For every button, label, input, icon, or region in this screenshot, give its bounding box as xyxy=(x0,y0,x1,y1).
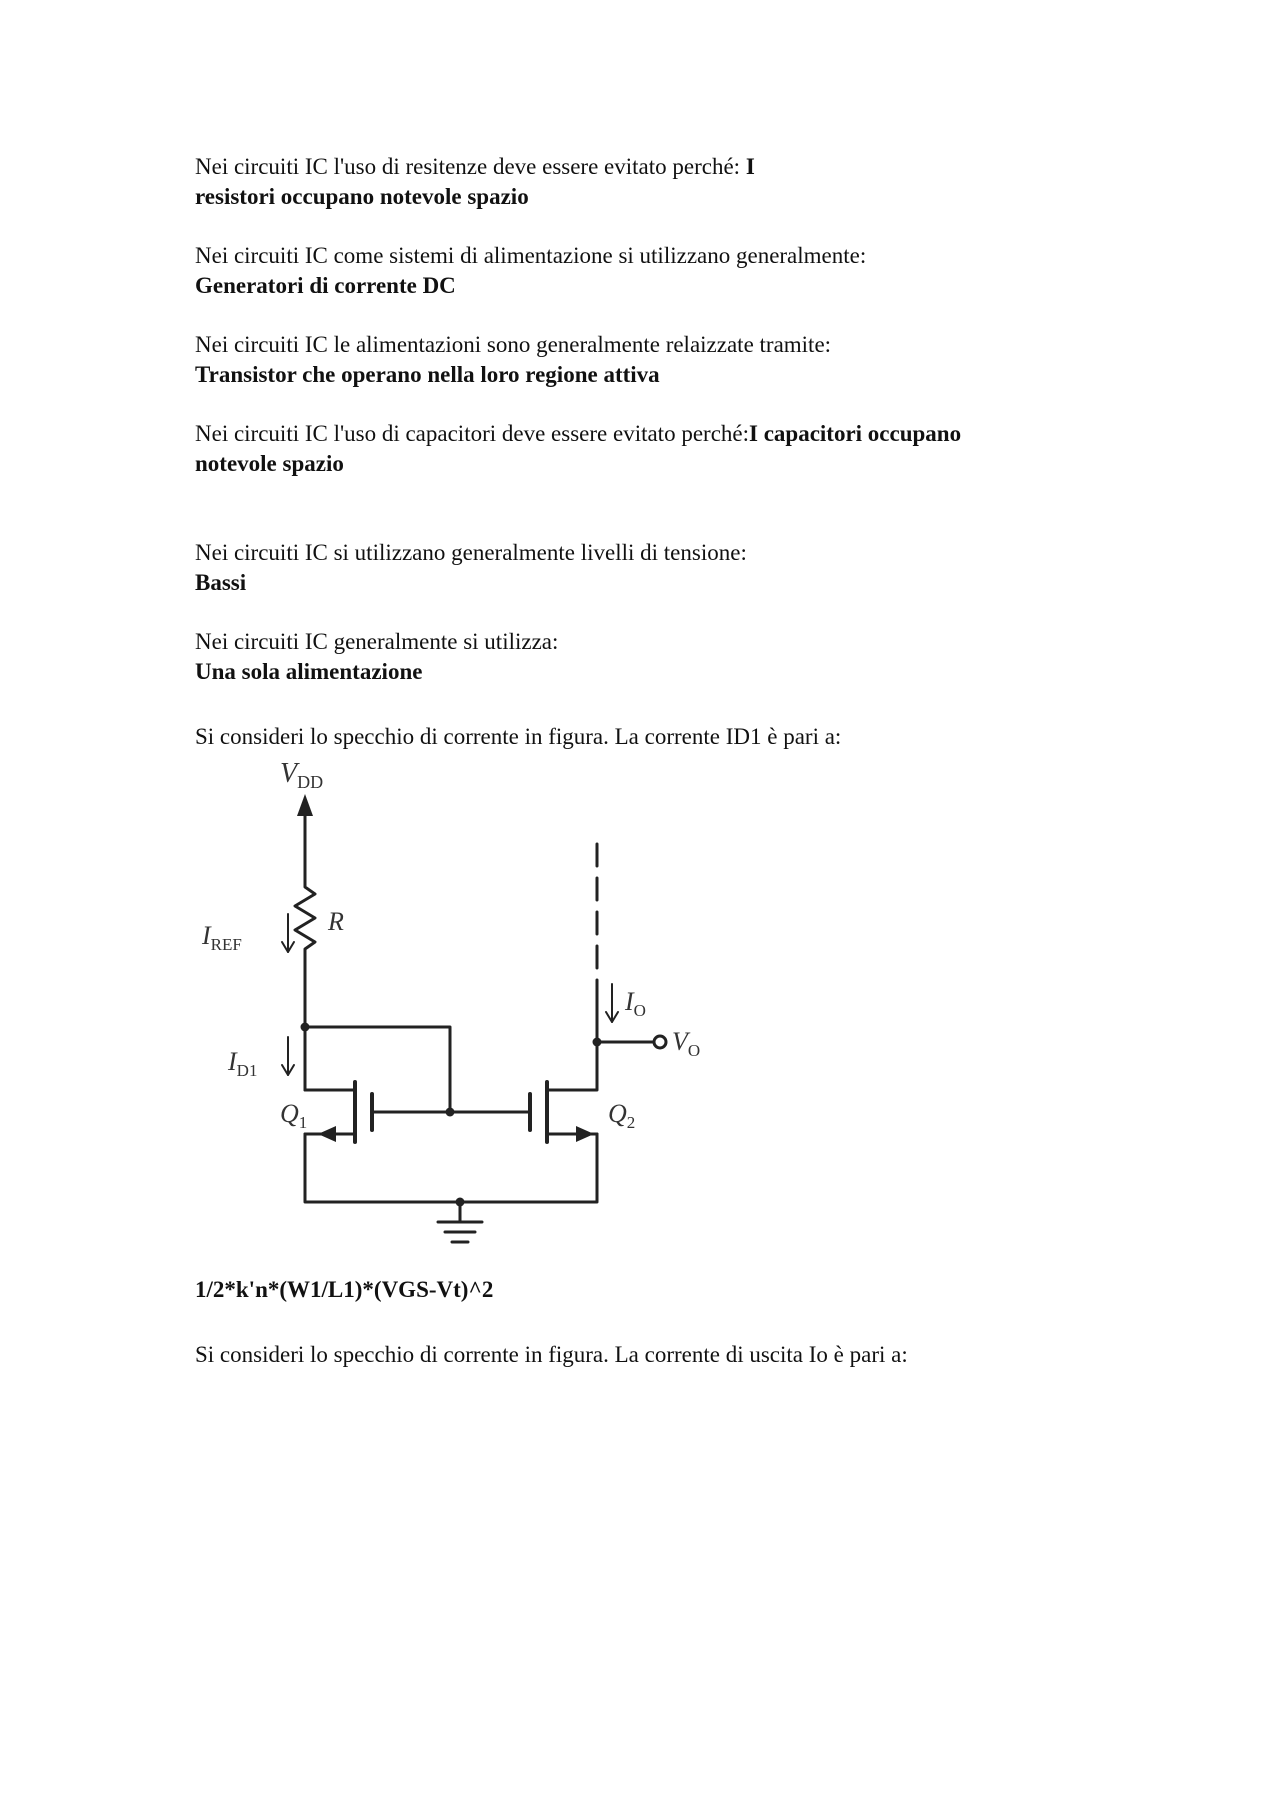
q2-label: $Q_2$ xyxy=(608,1099,636,1132)
q2-source-arrow xyxy=(576,1126,594,1142)
question-text: Si consideri lo specchio di corrente in figura. La corrente ID1 è pari a: xyxy=(195,724,842,749)
question-text: Nei circuiti IC l'uso di capacitori deve essere evitato perché: xyxy=(195,421,749,446)
iref-label: $I_{REF}$ xyxy=(202,921,242,954)
qa-item-1 xyxy=(195,152,1095,212)
question-text: Nei circuiti IC generalmente si utilizza: xyxy=(195,629,559,654)
answer-text-continued: notevole spazio xyxy=(195,451,344,476)
q1-label: $Q_1$ xyxy=(280,1099,308,1132)
qa-item-5 xyxy=(195,538,1095,598)
answer-text: I xyxy=(745,154,755,179)
r-label: R xyxy=(328,907,344,936)
vo-label: $V_O$ xyxy=(672,1027,701,1060)
vdd-arrow xyxy=(297,794,313,816)
answer-text: Bassi xyxy=(195,570,247,595)
junction-dot xyxy=(456,1198,465,1207)
junction-dot xyxy=(446,1108,455,1117)
answer-text-continued: resistori occupano notevole spazio xyxy=(195,184,529,209)
answer-text: Generatori di corrente DC xyxy=(195,273,456,298)
answer-text: I capacitori occupano xyxy=(749,421,962,446)
answer-text: Transistor che operano nella loro regione attiva xyxy=(195,362,660,387)
diode-connection-wire xyxy=(305,1027,450,1112)
vo-terminal xyxy=(654,1036,666,1048)
qa-item-3 xyxy=(195,330,1095,390)
ground-wire xyxy=(305,1134,597,1202)
junction-dot xyxy=(593,1038,602,1047)
question-text: Si consideri lo specchio di corrente in figura. La corrente di uscita Io è pari a: xyxy=(195,1342,908,1367)
id1-label: $I_{D1}$ xyxy=(228,1047,258,1080)
question-text: Nei circuiti IC si utilizzano generalmente livelli di tensione: xyxy=(195,540,747,565)
question-text: Nei circuiti IC come sistemi di alimentazione si utilizzano generalmente: xyxy=(195,243,867,268)
answer-text: 1/2*k'n*(W1/L1)*(VGS-Vt)^2 xyxy=(195,1277,494,1302)
answer-text: Una sola alimentazione xyxy=(195,659,423,684)
q2-drain-lead xyxy=(547,1042,597,1090)
question-text: Nei circuiti IC l'uso di resitenze deve essere evitato perché: xyxy=(195,154,746,179)
current-mirror-circuit-diagram xyxy=(180,752,780,1282)
qa-item-6 xyxy=(195,627,1095,687)
vdd-label: $V_{DD}$ xyxy=(280,758,324,792)
io-label: $I_O$ xyxy=(625,987,646,1020)
resistor-r xyxy=(295,882,315,952)
qa-item-2 xyxy=(195,241,1095,301)
qa-item-4 xyxy=(195,419,1095,479)
question-text: Nei circuiti IC le alimentazioni sono generalmente relaizzate tramite: xyxy=(195,332,832,357)
junction-dot xyxy=(301,1023,310,1032)
q1-source-arrow xyxy=(318,1126,336,1142)
